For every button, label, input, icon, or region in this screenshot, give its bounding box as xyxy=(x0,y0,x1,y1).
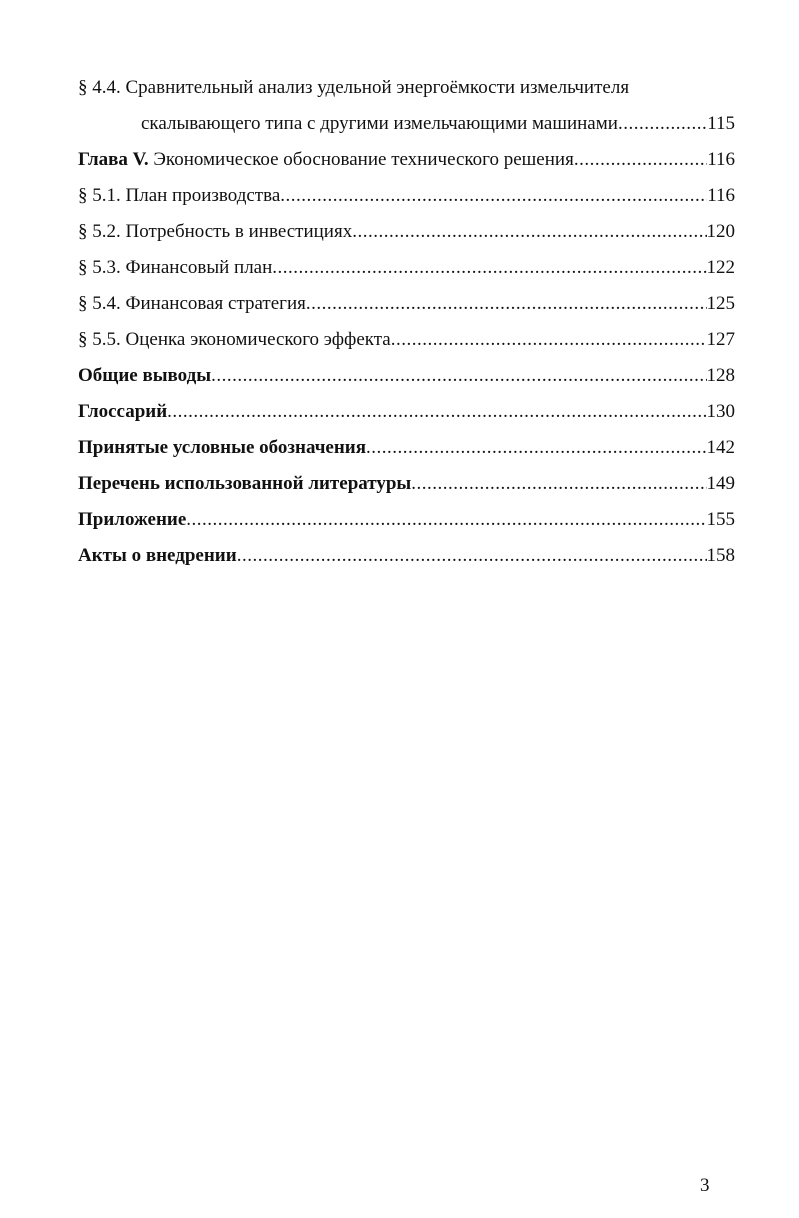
toc-entry-title: Перечень использованной литературы xyxy=(78,473,412,494)
toc-entry-title: Акты о внедрении xyxy=(78,545,237,566)
toc-entry-title: скалывающего типа с другими измельчающими машинами xyxy=(141,113,618,134)
table-of-contents xyxy=(78,70,735,574)
toc-entry-glossary xyxy=(78,394,735,430)
toc-entry-page: 130 xyxy=(706,401,735,422)
dot-leader xyxy=(391,322,707,358)
dot-leader xyxy=(167,394,706,430)
toc-entry-page: 116 xyxy=(707,185,735,206)
toc-entry-title: Приложение xyxy=(78,509,187,530)
toc-entry-notation xyxy=(78,430,735,466)
toc-entry-title: § 4.4. Сравнительный анализ удельной энергоёмкости измельчителя xyxy=(78,77,630,98)
toc-entry-conclusions xyxy=(78,358,735,394)
toc-entry-references xyxy=(78,466,735,502)
toc-entry-5-5 xyxy=(78,322,735,358)
dot-leader xyxy=(306,286,707,322)
toc-entry-page: 116 xyxy=(707,149,735,170)
dot-leader xyxy=(618,106,707,142)
toc-entry-5-1 xyxy=(78,178,735,214)
toc-entry-title: Принятые условные обозначения xyxy=(78,437,367,458)
toc-entry-page: 125 xyxy=(706,293,735,314)
toc-entry-page: 115 xyxy=(707,113,735,134)
dot-leader xyxy=(411,466,706,502)
toc-entry-title: Экономическое обоснование технического решения xyxy=(148,149,574,170)
toc-entry-5-2 xyxy=(78,214,735,250)
toc-entry-page: 120 xyxy=(706,221,735,242)
toc-entry-appendix xyxy=(78,502,735,538)
dot-leader xyxy=(280,178,707,214)
toc-entry-5-4 xyxy=(78,286,735,322)
toc-entry-title: Общие выводы xyxy=(78,365,212,386)
toc-entry-5-3 xyxy=(78,250,735,286)
toc-entry-title: § 5.3. Финансовый план xyxy=(78,257,273,278)
toc-entry-chapter-5 xyxy=(78,142,735,178)
toc-chapter-label: Глава V. xyxy=(78,149,149,170)
toc-entry-page: 158 xyxy=(706,545,735,566)
dot-leader xyxy=(574,142,707,178)
toc-entry-page: 149 xyxy=(706,473,735,494)
toc-entry-page: 128 xyxy=(706,365,735,386)
toc-entry-page: 127 xyxy=(706,329,735,350)
dot-leader xyxy=(272,250,706,286)
toc-entry-page: 142 xyxy=(706,437,735,458)
toc-entry-title: § 5.1. План производства xyxy=(78,185,281,206)
toc-entry-acts xyxy=(78,538,735,574)
toc-entry-page: 122 xyxy=(706,257,735,278)
toc-entry-title: § 5.4. Финансовая стратегия xyxy=(78,293,306,314)
toc-entry-title: § 5.5. Оценка экономического эффекта xyxy=(78,329,391,350)
toc-entry-page: 155 xyxy=(706,509,735,530)
toc-entry-4-4-line1 xyxy=(78,70,735,106)
dot-leader xyxy=(366,430,706,466)
toc-entry-4-4 xyxy=(78,106,735,142)
dot-leader xyxy=(186,502,706,538)
dot-leader xyxy=(237,538,707,574)
toc-entry-title: § 5.2. Потребность в инвестициях xyxy=(78,221,353,242)
dot-leader xyxy=(352,214,706,250)
dot-leader xyxy=(211,358,706,394)
toc-entry-title: Глоссарий xyxy=(78,401,168,422)
page-number: 3 xyxy=(700,1175,710,1196)
